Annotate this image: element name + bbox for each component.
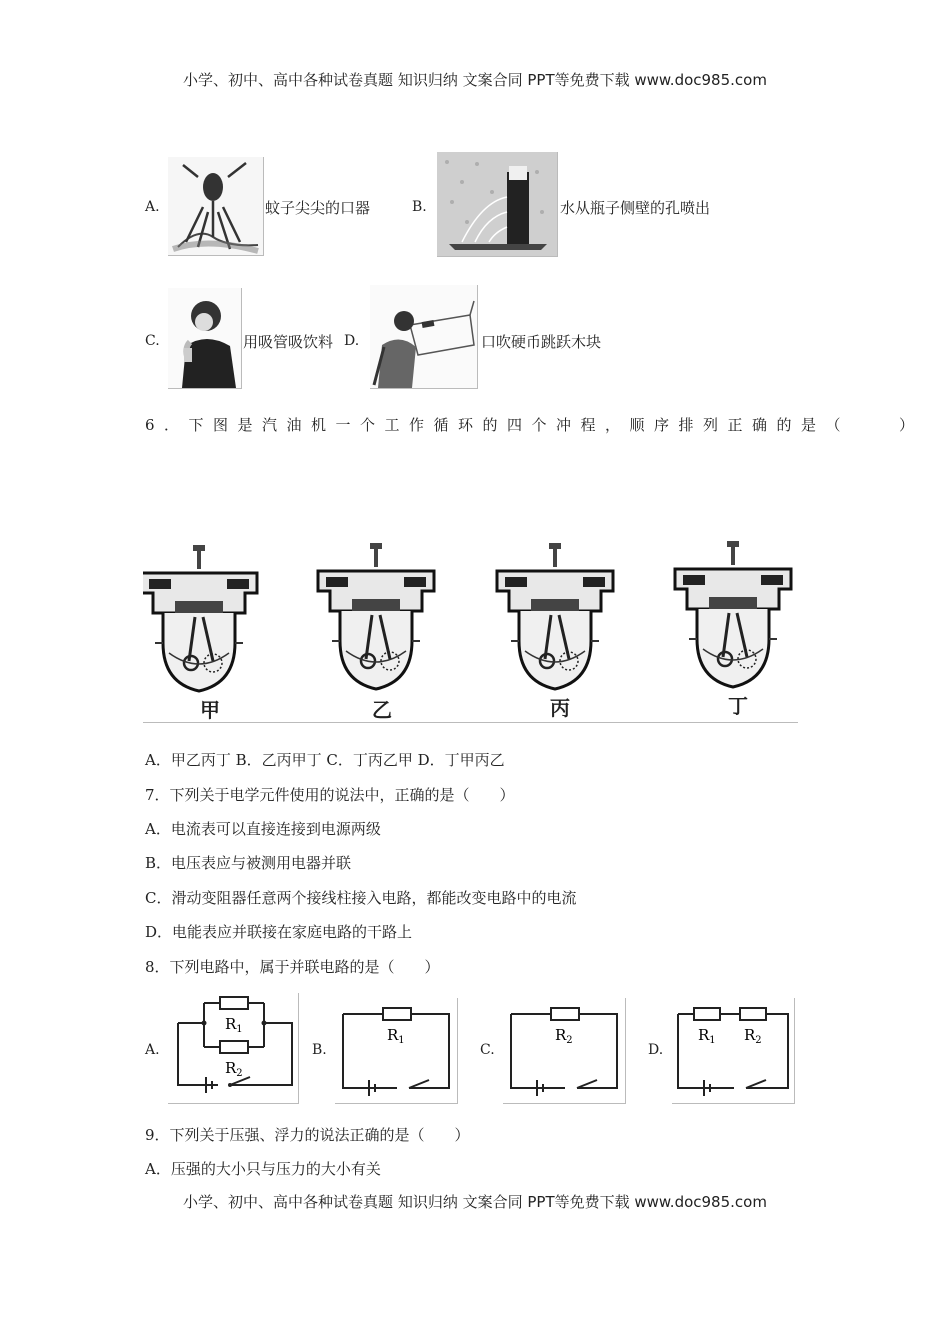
q8-option-b-letter: B. (312, 1042, 327, 1058)
q8-stem: 8．下列电路中，属于并联电路的是（ ） (145, 958, 440, 976)
circuit-d-r1-label: R (698, 1026, 710, 1044)
q9-stem: 9．下列关于压强、浮力的说法正确的是（ ） (145, 1126, 470, 1144)
circuit-d-series (672, 998, 795, 1104)
circuit-a-parallel (168, 993, 299, 1104)
engine-label-yi: 乙 (372, 698, 392, 722)
boy-straw-image (168, 288, 242, 389)
q5-option-a-text: 蚊子尖尖的口器 (265, 199, 371, 217)
engine-label-bing: 丙 (550, 696, 570, 720)
q9-option-a: A．压强的大小只与压力的大小有关 (145, 1160, 381, 1178)
svg-text:R1: $R_1$ (225, 1015, 243, 1035)
svg-text:R1: $R_1$ (387, 1026, 405, 1046)
q5-option-c-text: 用吸管吸饮料 (243, 333, 334, 351)
page-footer: 小学、初中、高中各种试卷真题 知识归纳 文案合同 PPT等免费下载 www.doc985.com (183, 1193, 767, 1211)
q7-option-b: B．电压表应与被测用电器并联 (145, 854, 352, 872)
circuit-c-r2-label: R (555, 1026, 567, 1044)
q8-option-a-letter: A. (145, 1042, 160, 1058)
q7-option-d: D．电能表应并联接在家庭电路的干路上 (145, 923, 413, 941)
svg-text:R2: $R_2$ (225, 1059, 243, 1079)
q7-option-a: A．电流表可以直接连接到电源两级 (145, 820, 381, 838)
q7-stem: 7．下列关于电学元件使用的说法中，正确的是（ ） (145, 786, 515, 804)
page-header: 小学、初中、高中各种试卷真题 知识归纳 文案合同 PPT等免费下载 www.doc985.com (183, 71, 767, 89)
mosquito-image (168, 157, 264, 256)
circuit-a-r1-label: R (225, 1015, 237, 1033)
q5-option-b-letter: B. (412, 199, 427, 215)
svg-text:R1: $R_1$ (698, 1026, 716, 1046)
q8-option-d-letter: D. (648, 1042, 664, 1058)
engine-strokes-figure (143, 535, 798, 723)
q5-option-c-letter: C. (145, 333, 160, 349)
q5-option-b-text: 水从瓶子侧壁的孔喷出 (560, 199, 711, 217)
q5-option-d-text: 口吹硬币跳跃木块 (481, 333, 602, 351)
q5-option-d-letter: D. (344, 333, 360, 349)
q5-option-a-letter: A. (145, 199, 160, 215)
svg-text:R2: $R_2$ (744, 1026, 762, 1046)
circuit-c (503, 998, 626, 1104)
circuit-b-r1-label: R (387, 1026, 399, 1044)
circuit-a-r2-label: R (225, 1059, 237, 1077)
q7-option-c: C．滑动变阻器任意两个接线柱接入电路，都能改变电路中的电流 (145, 889, 577, 907)
q6-stem: 6．下图是汽油机一个工作循环的四个冲程，顺序排列正确的是（ ） (145, 416, 924, 434)
circuit-d-r2-label: R (744, 1026, 756, 1044)
coin-blow-image (370, 285, 478, 389)
q8-option-c-letter: C. (480, 1042, 495, 1058)
q6-options: A．甲乙丙丁 B．乙丙甲丁 C．丁丙乙甲 D．丁甲丙乙 (145, 751, 505, 769)
circuit-b (335, 998, 458, 1104)
engine-label-jia: 甲 (200, 698, 220, 722)
svg-text:R2: $R_2$ (555, 1026, 573, 1046)
engine-label-ding: 丁 (728, 694, 748, 718)
bottle-water-image (437, 152, 558, 257)
